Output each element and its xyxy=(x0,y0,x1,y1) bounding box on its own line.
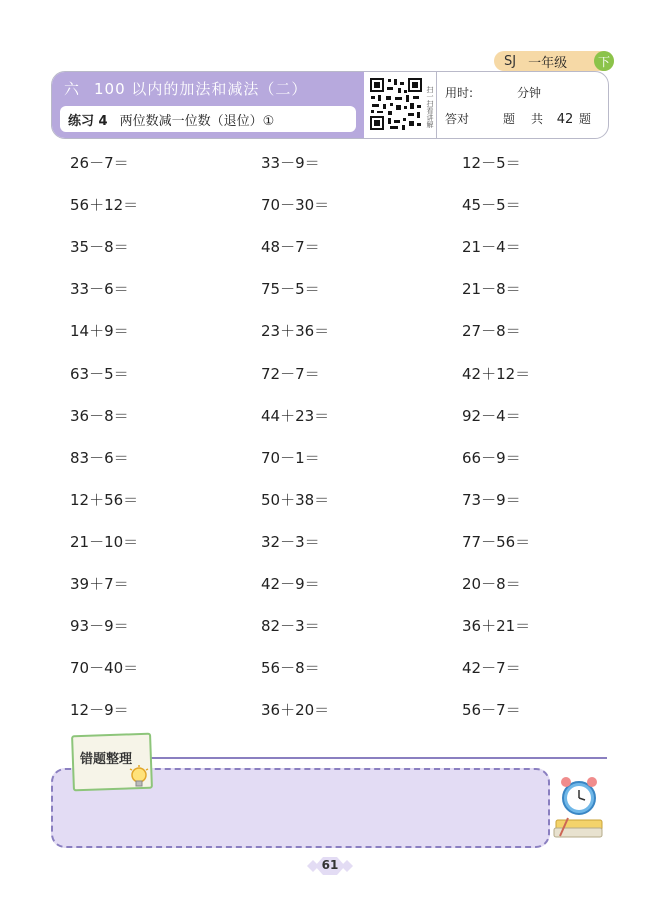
problem-item: 56－8＝ xyxy=(261,659,320,677)
problem-item: 48－7＝ xyxy=(261,238,320,256)
problem-item: 21－10＝ xyxy=(70,533,139,551)
problem-item: 36－8＝ xyxy=(70,407,129,425)
problem-item: 23＋36＝ xyxy=(261,322,330,340)
series-code: SJ xyxy=(504,53,517,69)
problem-item: 73－9＝ xyxy=(462,491,521,509)
exercise-header xyxy=(51,71,609,139)
problem-item: 45－5＝ xyxy=(462,196,521,214)
problem-item: 56＋12＝ xyxy=(70,196,139,214)
problem-item: 26－7＝ xyxy=(70,154,129,172)
lightbulb-icon xyxy=(128,765,150,795)
lesson-number: 练习 4 xyxy=(68,113,108,129)
problem-item: 32－3＝ xyxy=(261,533,320,551)
total-count: 42 xyxy=(556,112,574,127)
problem-item: 70－30＝ xyxy=(261,196,330,214)
page-number: 61 xyxy=(321,858,339,872)
total-label: 共 xyxy=(531,112,544,126)
problem-item: 12－9＝ xyxy=(70,701,129,719)
problem-item: 77－56＝ xyxy=(462,533,531,551)
problem-item: 66－9＝ xyxy=(462,449,521,467)
term-badge: 下 xyxy=(594,51,614,71)
qr-code-icon[interactable] xyxy=(368,76,424,132)
grade-label: 一年级 xyxy=(528,55,568,71)
correct-label: 答对 xyxy=(445,112,470,126)
problem-item: 72－7＝ xyxy=(261,365,320,383)
grade-tag xyxy=(494,51,614,71)
problem-item: 39＋7＝ xyxy=(70,575,129,593)
error-review-label: 错题整理 xyxy=(80,752,133,767)
lesson-title: 两位数减一位数（退位）① xyxy=(119,113,275,129)
time-unit: 分钟 xyxy=(517,86,542,100)
header-title-panel xyxy=(52,72,364,138)
total-unit: 题 xyxy=(579,112,592,126)
problem-item: 36＋21＝ xyxy=(462,617,531,635)
problem-item: 33－6＝ xyxy=(70,280,129,298)
problem-item: 35－8＝ xyxy=(70,238,129,256)
unit-number: 六 xyxy=(64,80,81,98)
problem-item: 42＋12＝ xyxy=(462,365,531,383)
problem-item: 33－9＝ xyxy=(261,154,320,172)
problem-item: 14＋9＝ xyxy=(70,322,129,340)
problem-item: 63－5＝ xyxy=(70,365,129,383)
problem-item: 21－4＝ xyxy=(462,238,521,256)
problem-item: 12＋56＝ xyxy=(70,491,139,509)
problem-item: 42－9＝ xyxy=(261,575,320,593)
problem-item: 93－9＝ xyxy=(70,617,129,635)
qr-caption: 扫一扫看讲解 xyxy=(426,86,434,128)
problem-item: 44＋23＝ xyxy=(261,407,330,425)
problem-item: 70－1＝ xyxy=(261,449,320,467)
problem-item: 82－3＝ xyxy=(261,617,320,635)
time-label: 用时: xyxy=(445,86,474,100)
problem-item: 75－5＝ xyxy=(261,280,320,298)
divider-line xyxy=(150,757,607,759)
problem-item: 50＋38＝ xyxy=(261,491,330,509)
problem-item: 36＋20＝ xyxy=(261,701,330,719)
alarm-clock-icon xyxy=(552,770,606,846)
problem-item: 56－7＝ xyxy=(462,701,521,719)
problem-item: 12－5＝ xyxy=(462,154,521,172)
problem-item: 21－8＝ xyxy=(462,280,521,298)
problem-item: 27－8＝ xyxy=(462,322,521,340)
page-number-badge xyxy=(305,854,355,878)
score-panel xyxy=(436,72,609,138)
questions-unit: 题 xyxy=(503,112,516,126)
problem-item: 42－7＝ xyxy=(462,659,521,677)
lesson-box xyxy=(60,106,356,132)
problem-item: 92－4＝ xyxy=(462,407,521,425)
problem-item: 70－40＝ xyxy=(70,659,139,677)
unit-name: 100 以内的加法和减法（二） xyxy=(94,80,308,98)
unit-title xyxy=(64,78,307,99)
problem-item: 83－6＝ xyxy=(70,449,129,467)
problem-item: 20－8＝ xyxy=(462,575,521,593)
